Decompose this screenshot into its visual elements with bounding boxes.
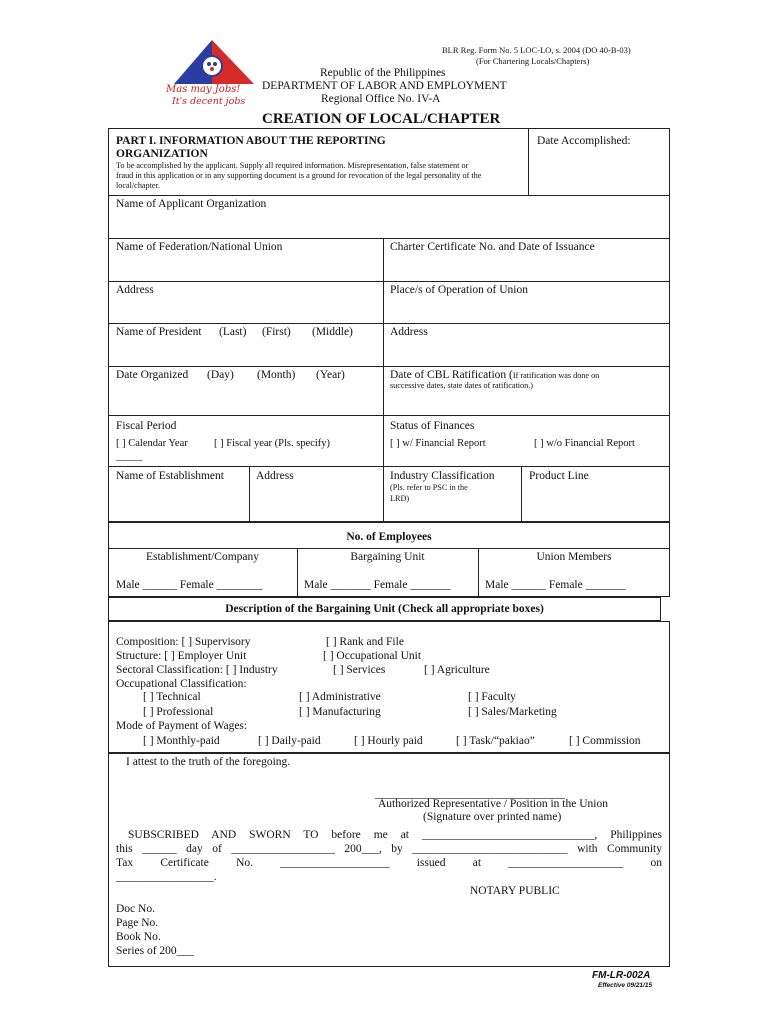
- form-code: FM-LR-002A: [592, 970, 651, 981]
- occ-professional[interactable]: [ ] Professional: [143, 706, 214, 718]
- president-address-field[interactable]: [385, 340, 668, 365]
- bargaining-male-female[interactable]: Male _______ Female _______: [304, 579, 451, 591]
- sworn-line3: Tax Certificate No. ___________________ issued at ____________________ on: [116, 857, 662, 869]
- composition-supervisory[interactable]: Composition: [ ] Supervisory: [116, 636, 251, 648]
- form-effective-date: Effective 09/21/15: [598, 982, 653, 989]
- date-accomplished-label: Date Accomplished:: [537, 135, 631, 147]
- charter-cert-label: Charter Certificate No. and Date of Issuance: [390, 241, 595, 253]
- series-label: Series of 200___: [116, 945, 194, 957]
- part1-instructions-line2: fraud in this application or in any supporting document is a ground for revocation of the legal personality of the: [116, 171, 482, 180]
- address-field[interactable]: [110, 298, 381, 322]
- date-organized-field[interactable]: [110, 383, 381, 414]
- calendar-year-checkbox[interactable]: [ ] Calendar Year: [116, 438, 188, 449]
- header-department: DEPARTMENT OF LABOR AND EMPLOYMENT: [262, 80, 507, 92]
- date-organized-month-label: (Month): [257, 369, 296, 381]
- employees-col-union: Union Members: [536, 551, 612, 563]
- employees-col-bargaining: Bargaining Unit: [350, 551, 425, 563]
- wage-monthly-paid[interactable]: [ ] Monthly-paid: [143, 735, 220, 747]
- president-name-field[interactable]: [110, 340, 381, 365]
- part1-instructions-line3: local/chapter.: [116, 181, 160, 190]
- product-line-field[interactable]: [523, 484, 668, 520]
- establishment-name-field[interactable]: [110, 484, 247, 520]
- sworn-line4: _________________.: [116, 871, 217, 883]
- occ-technical[interactable]: [ ] Technical: [143, 691, 201, 703]
- industry-class-label: Industry Classification: [390, 470, 495, 482]
- signature-line[interactable]: _________________________________: [375, 788, 565, 800]
- establishment-address-field[interactable]: [251, 484, 381, 520]
- occ-manufacturing[interactable]: [ ] Manufacturing: [299, 706, 381, 718]
- president-name-label: Name of President: [116, 326, 202, 338]
- industry-note-line2: LRD): [390, 494, 410, 503]
- sworn-line2: this ______ day of __________________ 200___, by ___________________________ with Community: [116, 843, 662, 855]
- federation-label: Name of Federation/National Union: [116, 241, 283, 253]
- wage-hourly-paid[interactable]: [ ] Hourly paid: [354, 735, 423, 747]
- places-operation-field[interactable]: [385, 298, 668, 322]
- charter-cert-field[interactable]: [385, 255, 668, 280]
- employees-col-establishment: Establishment/Company: [145, 551, 260, 563]
- places-operation-label: Place/s of Operation of Union: [390, 284, 528, 296]
- logo-script-line2: It's decent jobs: [172, 96, 246, 107]
- fiscal-year-checkbox[interactable]: [ ] Fiscal year (Pls. specify): [214, 438, 331, 449]
- cbl-ratification-field[interactable]: [385, 393, 668, 414]
- employees-heading: No. of Employees: [346, 531, 432, 543]
- date-organized-day-label: (Day): [207, 369, 234, 381]
- structure-occupational-unit[interactable]: [ ] Occupational Unit: [323, 650, 422, 662]
- bargaining-heading: Description of the Bargaining Unit (Check all appropriate boxes): [225, 603, 544, 615]
- president-last-label: (Last): [219, 326, 247, 338]
- president-address-label: Address: [390, 326, 428, 338]
- wage-task-pakiao[interactable]: [ ] Task/“pakiao”: [456, 735, 535, 747]
- signature-printed-name-label: (Signature over printed name): [423, 811, 562, 823]
- mode-of-payment-label: Mode of Payment of Wages:: [116, 720, 248, 732]
- occ-sales-marketing[interactable]: [ ] Sales/Marketing: [468, 706, 557, 718]
- occ-administrative[interactable]: [ ] Administrative: [299, 691, 381, 703]
- authorized-rep-label: Authorized Representative / Position in the Union: [378, 798, 608, 810]
- date-organized-year-label: (Year): [316, 369, 345, 381]
- header-republic: Republic of the Philippines: [320, 67, 446, 79]
- date-organized-label: Date Organized: [116, 369, 189, 381]
- fiscal-period-label: Fiscal Period: [116, 420, 177, 432]
- cbl-note-line1: If ratification was done on: [512, 371, 600, 380]
- sworn-line1: SUBSCRIBED AND SWORN TO before me at ______________________________, Philippines: [128, 829, 662, 841]
- wage-commission[interactable]: [ ] Commission: [569, 735, 641, 747]
- without-financial-report-checkbox[interactable]: [ ] w/o Financial Report: [534, 438, 635, 449]
- establishment-address-label: Address: [256, 470, 294, 482]
- form-purpose: (For Chartering Locals/Chapters): [476, 56, 590, 66]
- establishment-male-female[interactable]: Male ______ Female ________: [116, 579, 263, 591]
- occ-faculty[interactable]: [ ] Faculty: [468, 691, 516, 703]
- applicant-org-field[interactable]: [110, 212, 668, 237]
- attest-statement: I attest to the truth of the foregoing.: [126, 756, 291, 768]
- notary-public-label: NOTARY PUBLIC: [470, 885, 560, 897]
- book-no-label: Book No.: [116, 931, 161, 943]
- sectoral-agriculture[interactable]: [ ] Agriculture: [424, 664, 490, 676]
- structure-employer-unit[interactable]: Structure: [ ] Employer Unit: [116, 650, 247, 662]
- address-label: Address: [116, 284, 154, 296]
- form-reference: BLR Reg. Form No. 5 LOC-LO, s. 2004 (DO 40-B-03): [442, 45, 631, 55]
- president-first-label: (First): [262, 326, 291, 338]
- page-title: CREATION OF LOCAL/CHAPTER: [262, 111, 501, 127]
- status-finances-label: Status of Finances: [390, 420, 475, 432]
- product-line-label: Product Line: [529, 470, 589, 482]
- doc-no-label: Doc No.: [116, 903, 155, 915]
- occupational-classification-label: Occupational Classification:: [116, 678, 247, 690]
- federation-field[interactable]: [110, 255, 381, 280]
- union-male-female[interactable]: Male ______ Female _______: [485, 579, 626, 591]
- sectoral-services[interactable]: [ ] Services: [333, 664, 386, 676]
- applicant-org-label: Name of Applicant Organization: [116, 198, 267, 210]
- establishment-name-label: Name of Establishment: [116, 470, 224, 482]
- part1-heading-line1: PART I. INFORMATION ABOUT THE REPORTING: [116, 135, 386, 147]
- cbl-ratification-title: Date of CBL Ratification (: [390, 369, 513, 381]
- header-office: Regional Office No. IV-A: [321, 93, 441, 105]
- cbl-ratification-label: [390, 368, 599, 382]
- part1-heading-line2: ORGANIZATION: [116, 148, 208, 160]
- industry-note-line1: (Pls. refer to PSC in the: [390, 483, 468, 492]
- fiscal-year-blank[interactable]: _____: [116, 451, 143, 462]
- composition-rank-file[interactable]: [ ] Rank and File: [326, 636, 404, 648]
- page-no-label: Page No.: [116, 917, 159, 929]
- part1-instructions-line1: To be accomplished by the applicant. Supply all required information. Misrepresentation, false statement or: [116, 161, 469, 170]
- cbl-note-line2: successive dates, state dates of ratification.): [390, 381, 533, 390]
- wage-daily-paid[interactable]: [ ] Daily-paid: [258, 735, 321, 747]
- president-middle-label: (Middle): [312, 326, 353, 338]
- sectoral-industry[interactable]: Sectoral Classification: [ ] Industry: [116, 664, 278, 676]
- with-financial-report-checkbox[interactable]: [ ] w/ Financial Report: [390, 438, 486, 449]
- logo-script-line1: Mas may Jobs!: [166, 84, 241, 95]
